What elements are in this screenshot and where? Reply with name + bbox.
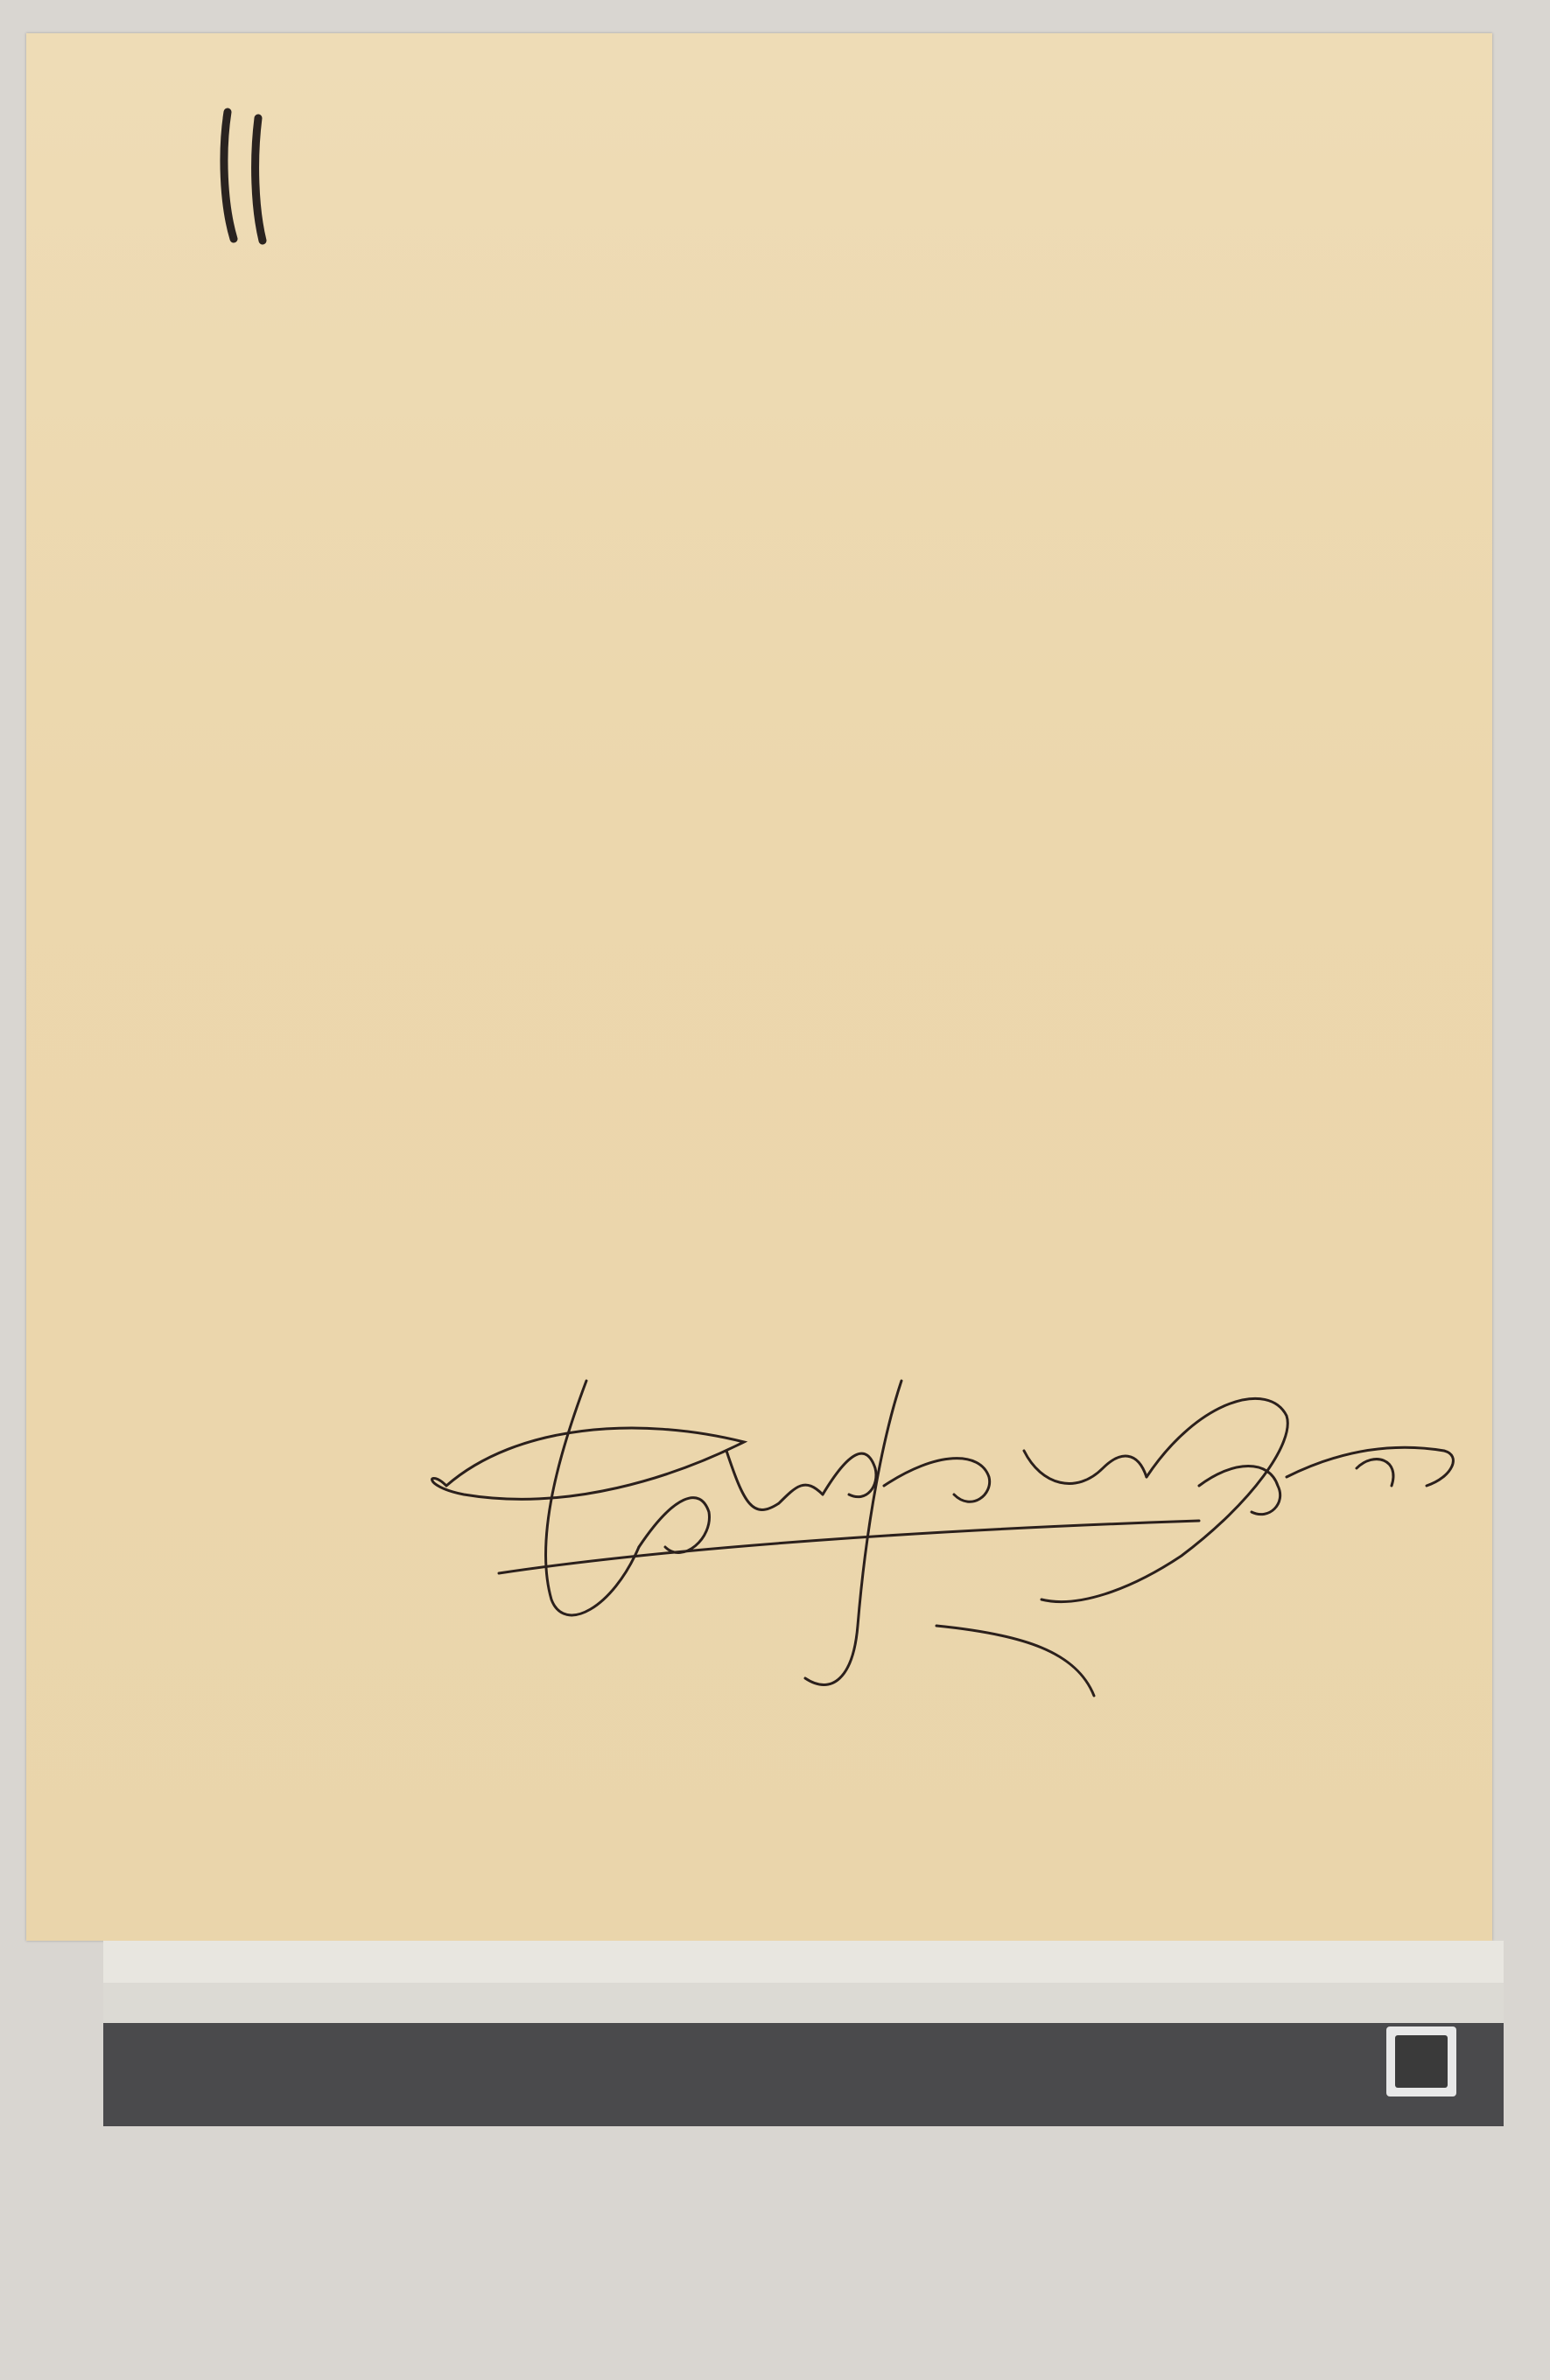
kodak-logo-icon <box>1386 2026 1456 2096</box>
kodak-label-band <box>103 2023 1504 2126</box>
color-patches <box>103 2126 1504 2373</box>
cm-ruler <box>103 1983 1504 2023</box>
document-page <box>26 33 1492 1941</box>
kodak-color-target <box>103 1941 1504 2373</box>
inch-ruler <box>103 1941 1504 1983</box>
signature-icon <box>411 1346 1488 1713</box>
kodak-logo-text <box>1395 2035 1448 2088</box>
handwritten-mark-icon <box>214 108 280 248</box>
